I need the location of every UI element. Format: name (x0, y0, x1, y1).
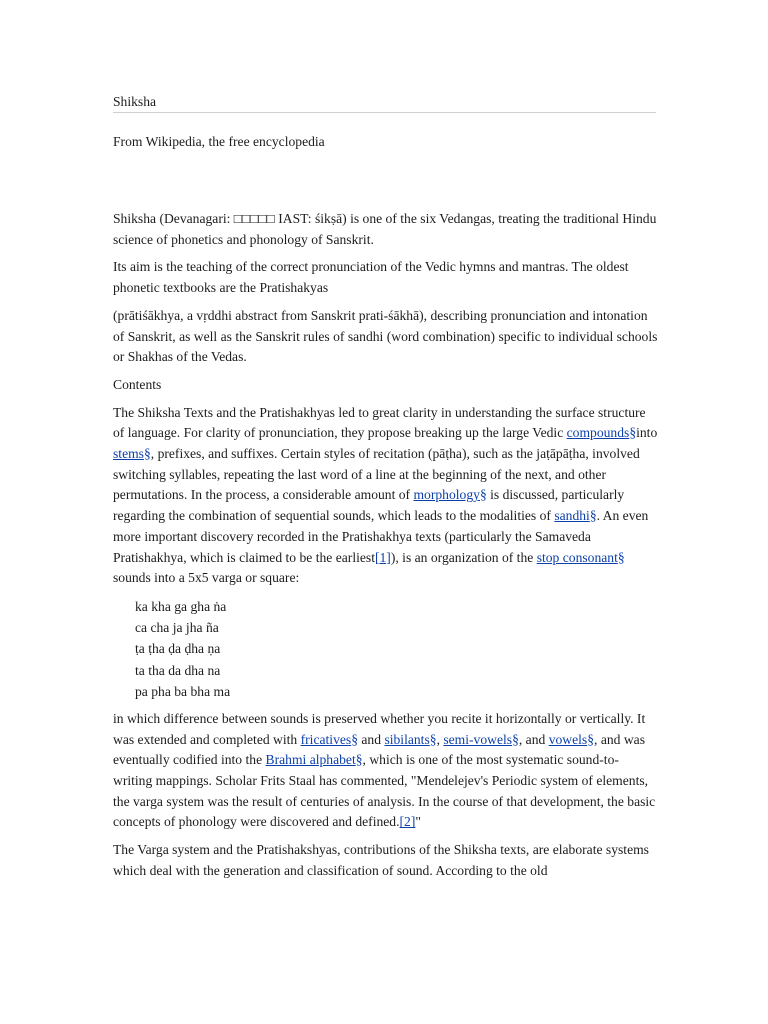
section-icon: § (512, 731, 519, 747)
text-run: , prefixes, and suffixes. Certain styles of recitation (pāṭha), such as the jaṭāpāṭha, involved switching syllables, repeating the last word of a line at the beginning of the next, and other permutations. In the process, a considerable amount of (113, 446, 640, 503)
varga-row: ṭa ṭha ḍa ḍha ṇa (135, 641, 221, 657)
text-run: " (415, 814, 421, 830)
section-icon: § (355, 752, 363, 768)
paragraph-pratishakhya: (prātiśākhya, a vṛddhi abstract from Sanskrit prati-śākhā), describing pronunciation and intonation of Sanskrit, as well as the Sanskrit rules of sandhi (word combination) specific to individual schools or Shakhas of the Vedas. (113, 307, 658, 365)
varga-row: pa pha ba bha ma (135, 683, 231, 699)
text-run: into (636, 425, 658, 441)
paragraph-extension (113, 709, 658, 833)
link-sibilants[interactable]: sibilants (384, 731, 430, 747)
section-icon: § (479, 487, 487, 503)
text-run: is discussed, particularly regarding the combination of sequential sounds, which leads to the modalities of (113, 487, 625, 524)
paragraph-intro: Shiksha (Devanagari: □□□□□ IAST: śikṣā) is one of the six Vedangas, treating the traditional Hindu science of phonetics and phonology of Sanskrit. (113, 211, 657, 247)
text-run: , which is one of the most systematic sound-to-writing mappings. Scholar Frits Staal has commented, "Mendelejev's Periodic system of elements, the varga system was the result of centuries of analysis. In the course of that development, the basic concepts of phonology were discovered and defined. (113, 752, 656, 830)
section-icon: § (429, 731, 437, 747)
varga-row: ka kha ga gha ṅa (135, 598, 227, 614)
link-brahmi-alphabet[interactable]: Brahmi alphabet (265, 752, 356, 768)
paragraph-varga-system: The Varga system and the Pratishakshyas, contributions of the Shiksha texts, are elaborate systems which deal with the generation and classification of sound. According to the old (113, 842, 649, 878)
link-vowels[interactable]: vowels (548, 731, 588, 747)
text-run: in which difference between sounds is preserved whether you recite it horizontally or vertically. It was extended and completed with (113, 710, 646, 747)
link-stop-consonant[interactable]: stop consonant (536, 549, 618, 565)
page-title: Shiksha (113, 94, 656, 113)
citation-link-1[interactable]: [1] (374, 549, 391, 565)
text-run: , (436, 731, 444, 747)
citation-link-2[interactable]: [2] (399, 814, 416, 830)
article-body (113, 209, 658, 889)
text-run: . An even more important discovery recorded in the Pratishakhya texts (particularly the Samaveda Pratishakhya, which is claimed to be the earliest (113, 508, 649, 565)
section-icon: § (589, 508, 597, 524)
text-run: sounds into a 5x5 varga or square: (113, 570, 300, 586)
section-icon: § (629, 425, 637, 441)
section-icon: § (351, 731, 358, 747)
paragraph-texts (113, 403, 658, 589)
section-icon: § (617, 549, 625, 565)
text-run: and (358, 731, 385, 747)
section-icon: § (587, 731, 595, 747)
text-run: , and (518, 731, 549, 747)
link-compounds[interactable]: compounds (566, 425, 630, 441)
varga-square (135, 596, 658, 702)
link-morphology[interactable]: morphology (413, 487, 480, 503)
link-stems[interactable]: stems (113, 446, 144, 462)
link-fricatives[interactable]: fricatives (300, 731, 352, 747)
section-icon: § (143, 446, 151, 462)
varga-row: ta tha da dha na (135, 662, 221, 678)
page-tagline: From Wikipedia, the free encyclopedia (113, 134, 325, 149)
link-sandhi[interactable]: sandhi (554, 508, 590, 524)
paragraph-aim: Its aim is the teaching of the correct pronunciation of the Vedic hymns and mantras. The oldest phonetic textbooks are the Pratishakyas (113, 259, 629, 296)
contents-heading[interactable]: Contents (113, 376, 162, 392)
text-run: ), is an organization of the (390, 549, 537, 565)
varga-row: ca cha ja jha ña (135, 620, 219, 636)
text-run: The Shiksha Texts and the Pratishakhyas led to great clarity in understanding the surface structure of language. For clarity of pronunciation, they propose breaking up the large Vedic (113, 404, 646, 441)
link-semi-vowels[interactable]: semi-vowels (443, 731, 513, 747)
text-run: , and was eventually codified into the (113, 731, 645, 768)
